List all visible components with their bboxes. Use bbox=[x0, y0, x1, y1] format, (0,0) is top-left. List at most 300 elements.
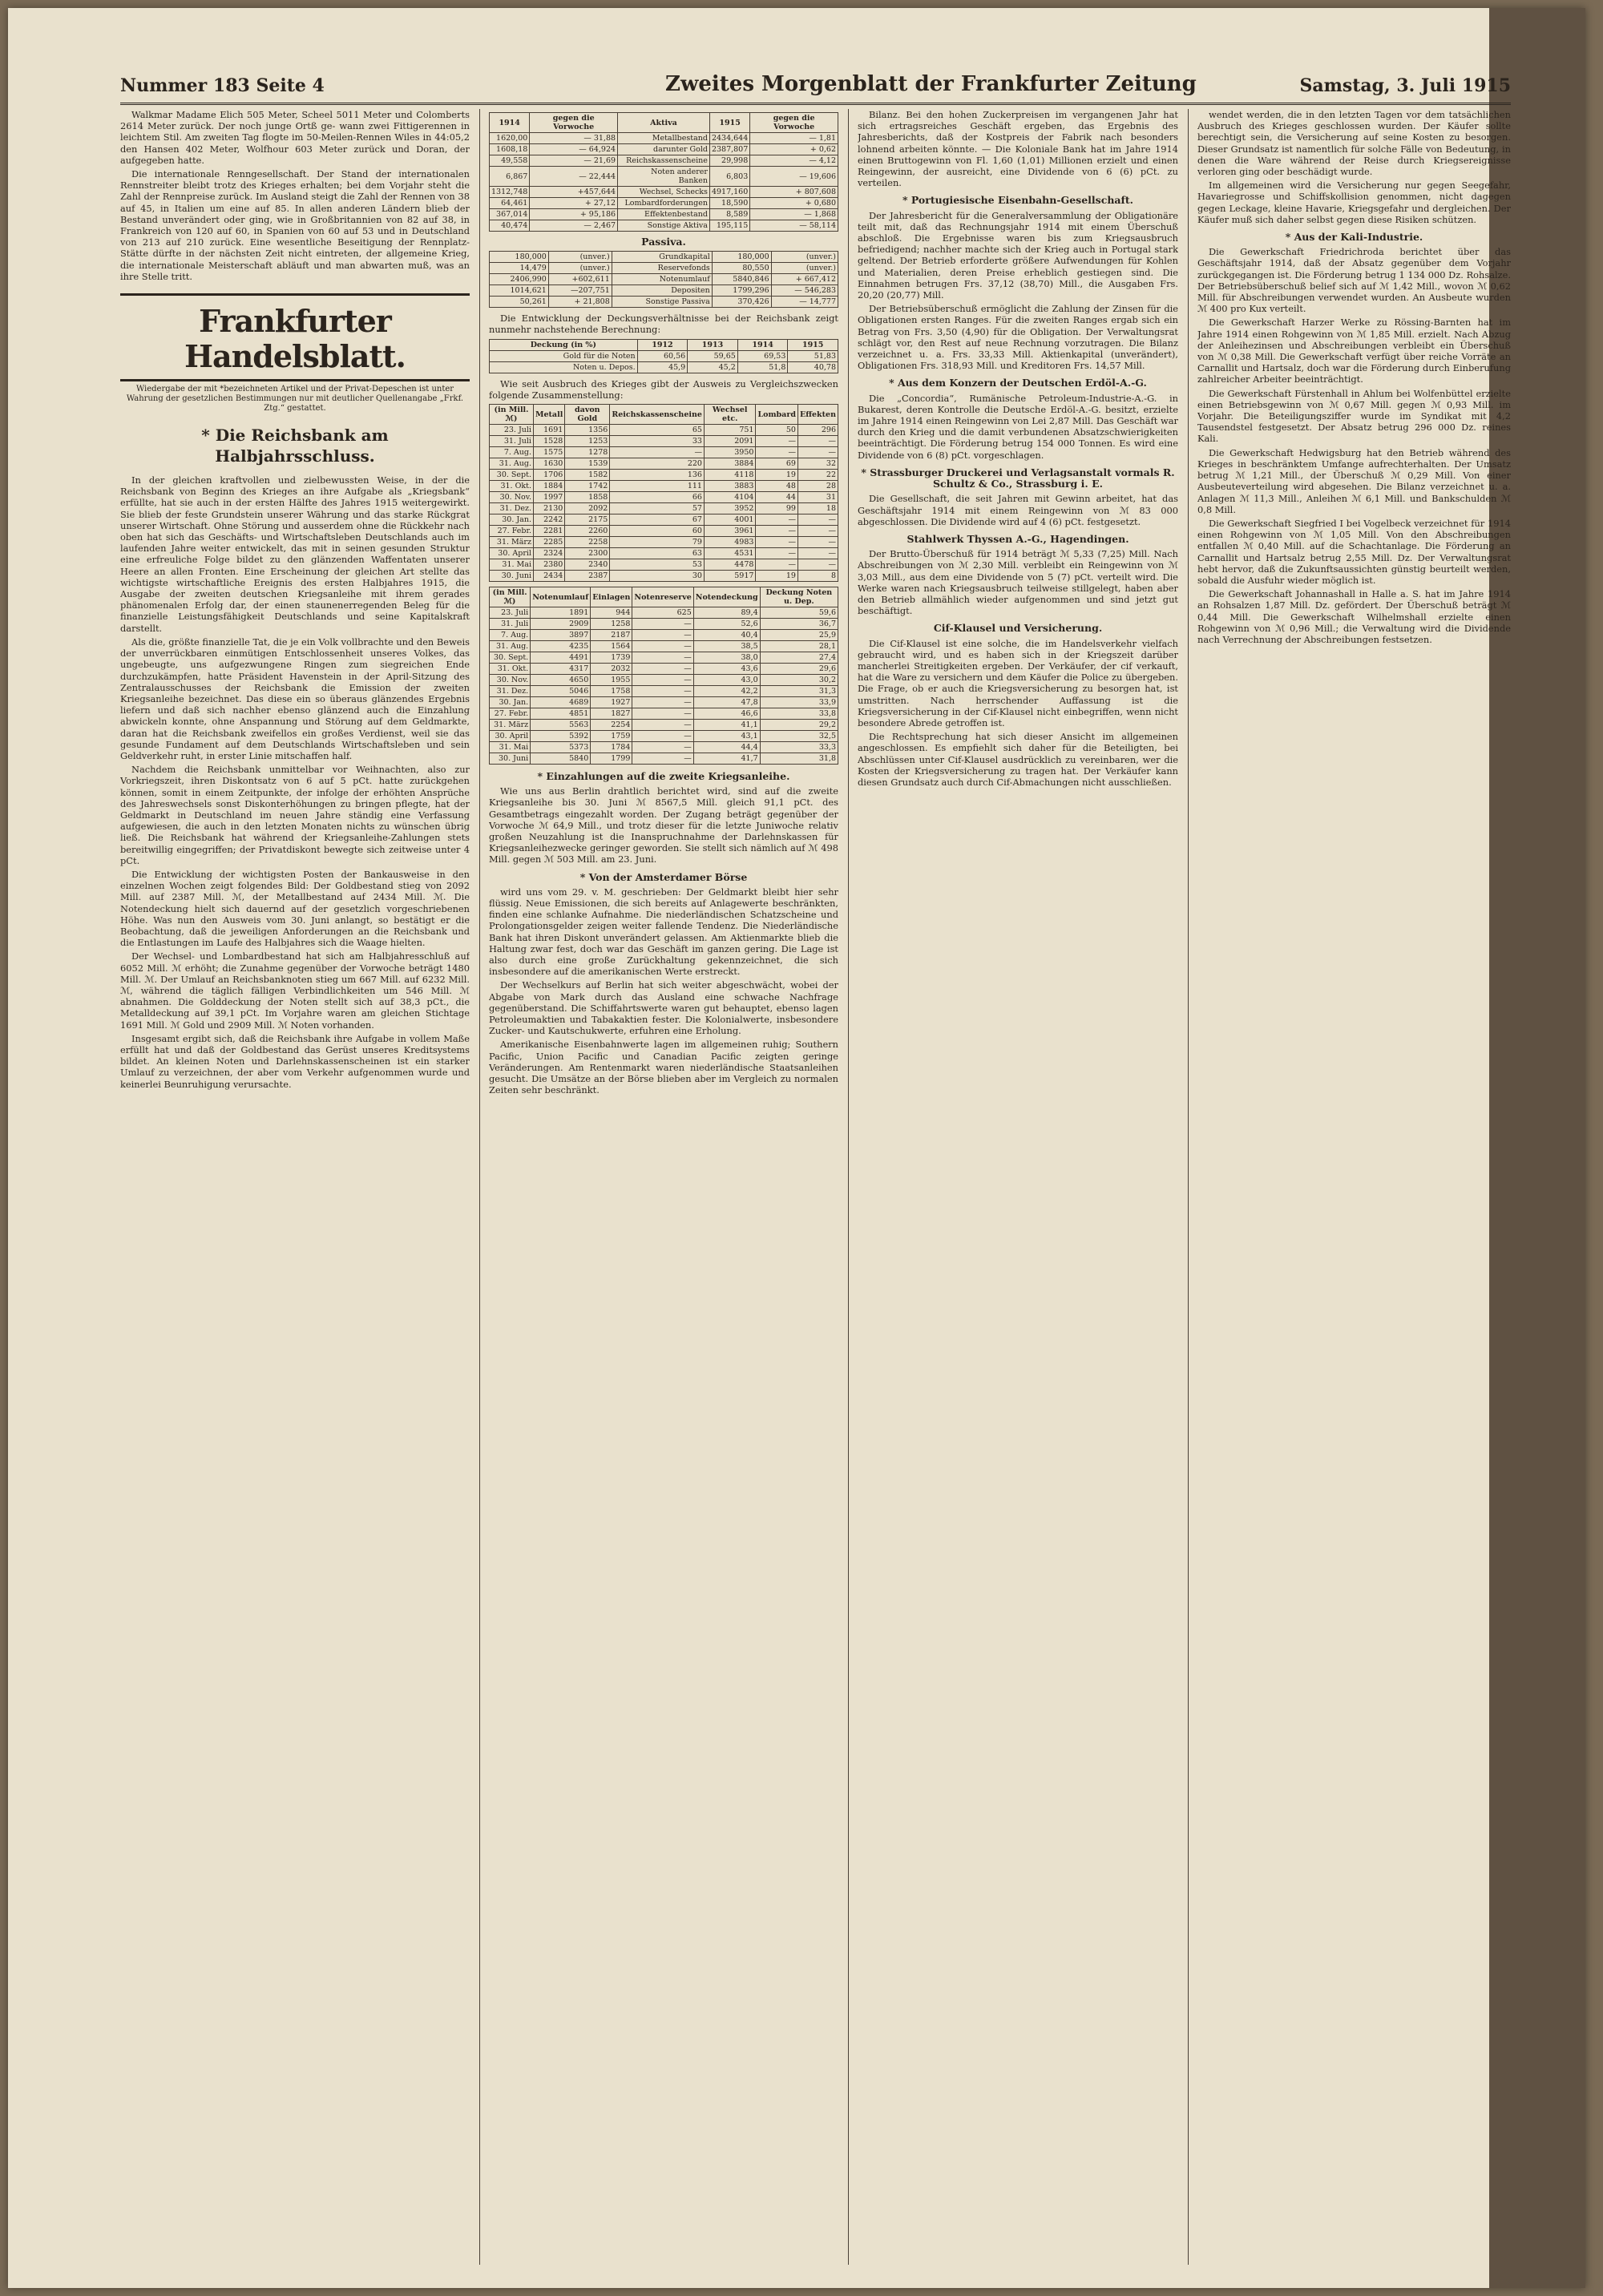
table-cell: 89,4 bbox=[693, 607, 760, 619]
table-row bbox=[490, 285, 838, 297]
table-cell: 25,9 bbox=[760, 630, 838, 641]
article-paragraph: Die Gesellschaft, die seit Jahren mit Gewinn arbeitet, hat das Geschäftsjahr 1914 mit einem Reingewinn von ℳ 83 000 abgeschlossen. Die Dividende wird auf 4 (6) pCt. festgesetzt. bbox=[858, 493, 1178, 527]
table-row bbox=[490, 350, 838, 361]
table-cell: 2387 bbox=[565, 571, 610, 582]
sports-paragraph: Walkmar Madame Elich 505 Meter, Scheel 5011 Meter und Colomberts 2614 Meter zurück. Der noch junge Ortß ge- wann zwei Fittigerennen in leichtem Stil. Am zweiten Tag flogte im 50-Meilen-Rennen Wiles in 44:05,2 den Hansen 402 Meter, Wolfhour 603 Meter zurück und Doran, der aufgegeben hatte. bbox=[120, 109, 470, 166]
table-cell: 1858 bbox=[565, 492, 610, 503]
table-header-cell: Deckung (in %) bbox=[490, 339, 638, 350]
table-cell: 32,5 bbox=[760, 731, 838, 742]
table-cell: 69,53 bbox=[737, 350, 788, 361]
table-cell: 30. Sept. bbox=[490, 470, 534, 481]
table-cell: 31. Juli bbox=[490, 436, 534, 447]
table-cell: + 0,62 bbox=[750, 144, 838, 155]
table-cell: 367,014 bbox=[490, 209, 530, 220]
table-cell: 4001 bbox=[704, 514, 756, 526]
table-cell: 69 bbox=[756, 458, 798, 470]
table-cell: Sonstige Passiva bbox=[612, 297, 712, 308]
article-paragraph: Der Brutto-Überschuß für 1914 beträgt ℳ 5,33 (7,25) Mill. Nach Abschreibungen von ℳ 2,30 Mill. verbleibt ein Reingewinn von ℳ 3,03 Mill., aus dem eine Dividende von 5 (7) pCt. verteilt wird. Die Werke waren nach Kriegsausbruch teilweise stillgelegt, haben aber den Betrieb allmählich wieder aufgenommen und sind jetzt gut beschäftigt. bbox=[858, 548, 1178, 617]
table-row bbox=[490, 607, 838, 619]
table-cell: — bbox=[756, 447, 798, 458]
table-cell: 3961 bbox=[704, 526, 756, 537]
table-cell: — bbox=[756, 548, 798, 559]
article-paragraph: Der Wechselkurs auf Berlin hat sich weiter abgeschwächt, wobei der Abgabe von Mark durch das Ausland eine schwache Nachfrage gegenüberstand. Die Schiffahrtswerte waren gut behauptet, ebenso lagen Petroleumaktien und Tabakaktien fester. Die Kolonialwerte, insbesondere Zucker- und Kautschukwerte, erfuhren eine Erholung. bbox=[489, 979, 838, 1037]
table-header-cell: (in Mill. ℳ) bbox=[490, 405, 534, 425]
passiva-heading: Passiva. bbox=[641, 236, 686, 248]
table-cell: 31. Mai bbox=[490, 559, 534, 571]
sports-paragraph: Die internationale Renngesellschaft. Der Stand der internationalen Rennstreiter bleibt trotz des Krieges erhalten; bei dem Vorjahr steht die Zahl der Rennpreise zurück. Im Ausland steigt die Zahl der Rennen von 38 auf 45, in Italien um eine auf 85. In allen anderen Ländern blieb der Bestand unverändert oder ging, wie in Großbritannien von 82 auf 38, in Frankreich von 120 auf 60, in Spanien von 60 auf 53 und in Deutschland von 213 auf 210 zurück. Eine wesentliche Beseitigung der Rennplatz-Stätte dürfte in der nächsten Zeit nicht eintreten, der allgemeine Krieg, die internationale Meisterschaft abläuft und man abwarten muß, was an ihre Stelle tritt. bbox=[120, 168, 470, 282]
table-cell: 31. Okt. bbox=[490, 481, 534, 492]
table-cell: 1799 bbox=[591, 753, 632, 765]
column-3 bbox=[858, 109, 1178, 2265]
table-cell: — bbox=[797, 526, 838, 537]
table-cell: 32 bbox=[797, 458, 838, 470]
table-row bbox=[490, 209, 838, 220]
table-row bbox=[490, 664, 838, 675]
table-cell: 5563 bbox=[531, 720, 591, 731]
table-cell: 29,998 bbox=[709, 155, 749, 167]
table-cell: 31 bbox=[797, 492, 838, 503]
table-cell: 48 bbox=[756, 481, 798, 492]
table-cell: 46,6 bbox=[693, 708, 760, 720]
table-cell: 45,9 bbox=[637, 361, 688, 373]
table-row bbox=[490, 133, 838, 144]
table-cell: 51,8 bbox=[737, 361, 788, 373]
table-header-cell: gegen die Vorwoche bbox=[530, 113, 618, 133]
table-row bbox=[490, 742, 838, 753]
table-cell: 80,550 bbox=[712, 263, 771, 274]
table-row bbox=[490, 447, 838, 458]
table-cell: 1278 bbox=[565, 447, 610, 458]
section-masthead: Frankfurter Handelsblatt. bbox=[120, 293, 470, 381]
table-cell: + 21,808 bbox=[548, 297, 612, 308]
article-paragraph: Die Gewerkschaft Friedrichroda berichtet über das Geschäftsjahr 1914, daß der Absatz gegenüber dem Vorjahr zurückgegangen ist. Die Förderung betrug 1 134 000 Dz. Rohsalze. Der Betriebsüberschuß belief sich auf ℳ 1,42 Mill., wovon ℳ 0,62 Mill. für Abschreibungen verwendet wurden. An Ausbeute wurden ℳ 400 pro Kux verteilt. bbox=[1197, 246, 1511, 315]
table-row bbox=[490, 619, 838, 630]
table-header-cell: 1915 bbox=[709, 113, 749, 133]
table-cell: 79 bbox=[610, 537, 705, 548]
table-cell: 2324 bbox=[533, 548, 564, 559]
table-cell: 4531 bbox=[704, 548, 756, 559]
table-cell: 2187 bbox=[591, 630, 632, 641]
table-row bbox=[490, 470, 838, 481]
table-cell: — 19,606 bbox=[750, 167, 838, 187]
table-cell: +602,611 bbox=[548, 274, 612, 285]
table-cell: 4917,160 bbox=[709, 187, 749, 198]
table-cell: 4118 bbox=[704, 470, 756, 481]
table-row bbox=[490, 526, 838, 537]
table-cell: 1742 bbox=[565, 481, 610, 492]
table-cell: 4650 bbox=[531, 675, 591, 686]
table-row bbox=[490, 559, 838, 571]
table-cell: 2434,644 bbox=[709, 133, 749, 144]
table-cell: — bbox=[632, 686, 693, 697]
table-cell: 180,000 bbox=[490, 252, 549, 263]
table-cell: 31. Dez. bbox=[490, 503, 534, 514]
table-cell: Gold für die Noten bbox=[490, 350, 638, 361]
table-header-cell: 1913 bbox=[688, 339, 738, 350]
table-row bbox=[490, 548, 838, 559]
table-row bbox=[490, 274, 838, 285]
table-cell: 28,1 bbox=[760, 641, 838, 652]
table-cell: 136 bbox=[610, 470, 705, 481]
table-header-cell: Effekten bbox=[797, 405, 838, 425]
table-cell: 2242 bbox=[533, 514, 564, 526]
table-cell: — bbox=[632, 753, 693, 765]
table-cell: 1356 bbox=[565, 425, 610, 436]
article-paragraph: Die Gewerkschaft Hedwigsburg hat den Betrieb während des Krieges in beschränktem Umfange aufrechterhalten. Der Umsatz betrug ℳ 1,21 Mill., der Überschuß ℳ 0,29 Mill. Von einer Ausbeuteverteilung wird abgesehen. Die Bilanz verzeichnet u. a. Anlagen ℳ 11,3 Mill., Anleihen ℳ 6,1 Mill. und Bankschulden ℳ 0,8 Mill. bbox=[1197, 446, 1511, 515]
table-cell: 3884 bbox=[704, 458, 756, 470]
article-headline: * Portugiesische Eisenbahn-Gesellschaft. bbox=[902, 194, 1134, 207]
table-cell: 14,479 bbox=[490, 263, 549, 274]
table-cell: + 667,412 bbox=[771, 274, 838, 285]
table-cell: 1620,00 bbox=[490, 133, 530, 144]
table-row bbox=[490, 641, 838, 652]
article-headline: * Aus der Kali-Industrie. bbox=[1285, 231, 1423, 244]
table-cell: 1955 bbox=[591, 675, 632, 686]
article-paragraph: Im allgemeinen wird die Versicherung nur gegen Seegefahr, Havariegrosse und Schiffskollision genommen, nicht dagegen gegen Leckage, kleine Havarie, Kriegsgefahr und dergleichen. Der Käufer muß sich daher selbst gegen diese Risiken schützen. bbox=[1197, 180, 1511, 225]
table-cell: 59,65 bbox=[688, 350, 738, 361]
table-cell: 1575 bbox=[533, 447, 564, 458]
table-cell: — bbox=[797, 548, 838, 559]
table-row bbox=[490, 537, 838, 548]
table-header-cell: Notenreserve bbox=[632, 587, 693, 607]
table-cell: 40,4 bbox=[693, 630, 760, 641]
table-cell: — bbox=[797, 436, 838, 447]
table-cell: 42,2 bbox=[693, 686, 760, 697]
table-cell: 944 bbox=[591, 607, 632, 619]
table-cell: 2092 bbox=[565, 503, 610, 514]
table-header-cell: (in Mill. ℳ) bbox=[490, 587, 531, 607]
table-cell: 30,2 bbox=[760, 675, 838, 686]
table-cell: 1014,621 bbox=[490, 285, 549, 297]
table-cell: 31. Mai bbox=[490, 742, 531, 753]
table-cell: 38,0 bbox=[693, 652, 760, 664]
table-row bbox=[490, 753, 838, 765]
article-paragraph: Die Cif-Klausel ist eine solche, die im Handelsverkehr vielfach gebraucht wird, und es haben sich in der Kriegszeit darüber mancherlei Streitigkeiten ergeben. Der Verkäufer, der cif verkauft, hat die Ware zu versichern und dem Käufer die Police zu übergeben. Die Frage, ob er auch die Kriegsversicherung zu besorgen hat, ist umstritten. Nach herrschender Auffassung ist die Kriegsversicherung in der Cif-Klausel nicht einbegriffen, wenn nicht besondere Abrede getroffen ist. bbox=[858, 637, 1178, 728]
table-cell: 195,115 bbox=[709, 220, 749, 232]
table-cell: 31. März bbox=[490, 537, 534, 548]
table-cell: 40,78 bbox=[788, 361, 838, 373]
article-paragraph: Der Betriebsüberschuß ermöglicht die Zahlung der Zinsen für die Obligationen ersten Ranges. Für die zweiten Ranges ergab sich ein Betrag von Frs. 3,50 (4,90) für die Obligation. Der Verwaltungsrat schlägt vor, den Rest auf neue Rechnung vorzutragen. Die Bilanz verzeichnet u. a. Frs. 33,33 Mill. Aktienkapital (unverändert), Obligationen Frs. 318,93 Mill. und Kreditoren Frs. 14,57 Mill. bbox=[858, 303, 1178, 372]
table-cell: — 64,924 bbox=[530, 144, 618, 155]
table-cell: — 14,777 bbox=[771, 297, 838, 308]
article-paragraph: Der Jahresbericht für die Generalversammlung der Obligationäre teilt mit, daß das Rechnungsjahr 1914 mit einem Überschuß abschloß. Die Ergebnisse waren bis zum Kriegsausbruch befriedigend; nachher machte sich der Krieg auch in Portugal stark geltend. Der Betrieb erforderte größere Aufwendungen für Kohlen und Materialien, deren Preise erheblich gestiegen sind. Die Einnahmen betrugen Frs. 37,12 (38,70) Mill., die Ausgaben Frs. 20,20 (20,77) Mill. bbox=[858, 209, 1178, 301]
table-header-cell: 1914 bbox=[737, 339, 788, 350]
table-row bbox=[490, 144, 838, 155]
note-circulation-table bbox=[489, 587, 838, 765]
table-row bbox=[490, 361, 838, 373]
table-cell: 3952 bbox=[704, 503, 756, 514]
table-row bbox=[490, 297, 838, 308]
article-paragraph: Die Entwicklung der Deckungsverhältnisse bei der Reichsbank zeigt nunmehr nachstehende Berechnung: bbox=[489, 313, 838, 336]
table-cell: 36,7 bbox=[760, 619, 838, 630]
article-paragraph: Die Gewerkschaft Fürstenhall in Ahlum bei Wolfenbüttel erzielte einen Betriebsgewinn von ℳ 0,67 Mill. gegen ℳ 0,93 Mill. im Vorjahr. Die Beteiligungsziffer wurde im Syndikat mit 4,2 Tausendstel festgesetzt. Der Absatz betrug 296 000 Dz. reines Kali. bbox=[1197, 387, 1511, 445]
table-header-cell: 1915 bbox=[788, 339, 838, 350]
table-cell: 1927 bbox=[591, 697, 632, 708]
table-cell: — 21,69 bbox=[530, 155, 618, 167]
table-cell: 60 bbox=[610, 526, 705, 537]
article-paragraph: Insgesamt ergibt sich, daß die Reichsbank ihre Aufgabe in vollem Maße erfüllt hat und daß der Goldbestand das Gerüst unseres Kreditsystems bildet. An kleinen Noten und Darlehnskassenscheinen ist ein starker Umlauf zu verzeichnen, der aber vom Verkehr aufgenommen wurde und keinerlei Beunruhigung verursachte. bbox=[120, 1032, 470, 1090]
table-cell: 27,4 bbox=[760, 652, 838, 664]
table-cell: Grundkapital bbox=[612, 252, 712, 263]
table-cell: + 0,680 bbox=[750, 198, 838, 209]
table-row bbox=[490, 198, 838, 209]
table-header-cell: Einlagen bbox=[591, 587, 632, 607]
table-row bbox=[490, 652, 838, 664]
table-row bbox=[490, 167, 838, 187]
table-cell: 625 bbox=[632, 607, 693, 619]
article-paragraph: Die Entwicklung der wichtigsten Posten der Bankausweise in den einzelnen Wochen zeigt folgendes Bild: Der Goldbestand stieg von 2092 Mill. auf 2387 Mill. ℳ, der Metallbestand auf 2434 Mill. ℳ. Die Notendeckung hielt sich dauernd auf der gesetzlich vorgeschriebenen Höhe. Was nun den Ausweis vom 30. Juni anlangt, so bestätigt er die Beobachtung, daß die jeweiligen Anforderungen an die Reichsbank und die Entlastungen im Laufe des Halbjahres sich die Waage hielten. bbox=[120, 868, 470, 949]
table-cell: 64,461 bbox=[490, 198, 530, 209]
table-row bbox=[490, 697, 838, 708]
table-cell: 44,4 bbox=[693, 742, 760, 753]
table-cell: 1827 bbox=[591, 708, 632, 720]
table-cell: Metallbestand bbox=[618, 133, 710, 144]
page-header bbox=[120, 71, 1511, 105]
table-cell: 27. Febr. bbox=[490, 526, 534, 537]
table-cell: 180,000 bbox=[712, 252, 771, 263]
table-cell: 1630 bbox=[533, 458, 564, 470]
table-cell: 2340 bbox=[565, 559, 610, 571]
table-cell: 6,803 bbox=[709, 167, 749, 187]
table-cell: — bbox=[632, 619, 693, 630]
table-cell: 50,261 bbox=[490, 297, 549, 308]
table-cell: 30. Jan. bbox=[490, 697, 531, 708]
table-cell: Noten u. Depos. bbox=[490, 361, 638, 373]
table-header-cell: davon Gold bbox=[565, 405, 610, 425]
table-cell: (unver.) bbox=[548, 263, 612, 274]
table-cell: Lombardforderungen bbox=[618, 198, 710, 209]
issue-number: Nummer 183 Seite 4 bbox=[120, 75, 325, 96]
table-cell: 5917 bbox=[704, 571, 756, 582]
table-cell: 30. Nov. bbox=[490, 675, 531, 686]
table-cell: 2032 bbox=[591, 664, 632, 675]
table-cell: 18,590 bbox=[709, 198, 749, 209]
article-headline: * Aus dem Konzern der Deutschen Erdöl-A.-G. bbox=[889, 377, 1147, 389]
table-cell: 1539 bbox=[565, 458, 610, 470]
table-cell: darunter Gold bbox=[618, 144, 710, 155]
table-cell: 1759 bbox=[591, 731, 632, 742]
table-row bbox=[490, 458, 838, 470]
table-cell: (unver.) bbox=[548, 252, 612, 263]
table-cell: — bbox=[797, 559, 838, 571]
weekly-comparison-table bbox=[489, 404, 838, 582]
table-cell: 41,7 bbox=[693, 753, 760, 765]
table-cell: 1564 bbox=[591, 641, 632, 652]
table-cell: 49,558 bbox=[490, 155, 530, 167]
table-cell: 65 bbox=[610, 425, 705, 436]
table-cell: — bbox=[756, 559, 798, 571]
table-cell: — bbox=[632, 652, 693, 664]
table-cell: 2300 bbox=[565, 548, 610, 559]
table-cell: 31. März bbox=[490, 720, 531, 731]
table-cell: 43,6 bbox=[693, 664, 760, 675]
table-cell: 33 bbox=[610, 436, 705, 447]
table-cell: 19 bbox=[756, 470, 798, 481]
table-cell: 296 bbox=[797, 425, 838, 436]
issue-date: Samstag, 3. Juli 1915 bbox=[1299, 75, 1511, 96]
table-header-cell: Reichskassenscheine bbox=[610, 405, 705, 425]
table-cell: Wechsel, Schecks bbox=[618, 187, 710, 198]
article-paragraph: Der Wechsel- und Lombardbestand hat sich am Halbjahresschluß auf 6052 Mill. ℳ erhöht; die Zunahme gegenüber der Vorwoche beträgt 1480 Mill. ℳ. Der Umlauf an Reichsbanknoten stieg um 667 Mill. auf 6232 Mill. ℳ, während die täglich fälligen Verbindlichkeiten um 546 Mill. ℳ abnahmen. Die Golddeckung der Noten stellt sich auf 38,3 pCt., die Metalldeckung auf 39,1 pCt. Im Vorjahre waren am gleichen Stichtage 1691 Mill. ℳ Gold und 2909 Mill. ℳ Noten vorhanden. bbox=[120, 950, 470, 1031]
table-cell: 31,8 bbox=[760, 753, 838, 765]
table-cell: 4491 bbox=[531, 652, 591, 664]
table-cell: 31. Aug. bbox=[490, 641, 531, 652]
table-cell: + 95,186 bbox=[530, 209, 618, 220]
article-paragraph: Bilanz. Bei den hohen Zuckerpreisen im vergangenen Jahr hat sich ertragsreiches Geschäft ergeben, das Ergebnis des Jahresberichts, daß der Kostpreis der Fabrik nach besonders lohnend arbeiten könnte. — Die Koloniale Bank hat im Jahre 1914 einen Bruttogewinn von Fl. 1,60 (1,01) Millionen erzielt und einen Reingewinn, der ausreicht, eine Dividende von 6 (6) pCt. zu verteilen. bbox=[858, 109, 1178, 189]
article-paragraph: Amerikanische Eisenbahnwerte lagen im allgemeinen ruhig; Southern Pacific, Union Pacific und Canadian Pacific zeigten geringe Veränderungen. Am Rentenmarkt waren niederländische Staatsanleihen gesucht. Die Umsätze an der Börse blieben aber im Vergleich zu normalen Zeiten sehr beschränkt. bbox=[489, 1039, 838, 1096]
table-cell: — 4,12 bbox=[750, 155, 838, 167]
article-paragraph: Als die, größte finanzielle Tat, die je ein Volk vollbrachte und den Beweis der unverrückbaren einmütigen Entschlossenheit unseres Volkes, das ungebeugte, uns aufgezwungene Ringen zum siegreichen Ende durchzukämpfen, hatte Präsident Havenstein in der April-Sitzung des Zentralausschusses der Reichsbank die Emission der zweiten Kriegsanleihe bezeichnet. Das diese ein so überaus glänzendes Ergebnis liefern und daß sich nachher ebenso glänzend auch die Einzahlung abwickeln konnte, ohne Anspannung und Störung auf dem Geldmarkte, daran hat die Reichsbank zweifellos ein großes Verdienst, weil sie das gesunde Fundament auf dem Deutschlands Wirtschaftsleben und sein Geldverkehr ruht, in erster Linie mitschaffen half. bbox=[120, 636, 470, 761]
table-cell: — bbox=[632, 630, 693, 641]
table-header-cell: gegen die Vorwoche bbox=[750, 113, 838, 133]
table-cell: 1891 bbox=[531, 607, 591, 619]
table-cell: 67 bbox=[610, 514, 705, 526]
table-cell: + 27,12 bbox=[530, 198, 618, 209]
table-cell: 2254 bbox=[591, 720, 632, 731]
table-cell: 1582 bbox=[565, 470, 610, 481]
table-cell: 30. Juni bbox=[490, 753, 531, 765]
table-cell: 3950 bbox=[704, 447, 756, 458]
table-cell: — bbox=[797, 447, 838, 458]
table-cell: 2434 bbox=[533, 571, 564, 582]
article-paragraph: Die Gewerkschaft Johannashall in Halle a. S. hat im Jahre 1914 an Rohsalzen 1,87 Mill. Dz. gefördert. Der Überschuß beträgt ℳ 0,44 Mill. Die Gewerkschaft Wilhelmshall erzielte einen Rohgewinn von ℳ 0,96 Mill.; die Verwaltung wird die Dividende nach Verrechnung der Abschreibungen festsetzen. bbox=[1197, 588, 1511, 645]
table-cell: 43,0 bbox=[693, 675, 760, 686]
table-row bbox=[490, 675, 838, 686]
table-cell: 23. Juli bbox=[490, 425, 534, 436]
table-cell: 4983 bbox=[704, 537, 756, 548]
table-cell: 2909 bbox=[531, 619, 591, 630]
article-paragraph: Die Gewerkschaft Siegfried I bei Vogelbeck verzeichnet für 1914 einen Rohgewinn von ℳ 1,05 Mill. Von den Abschreibungen entfallen ℳ 0,40 Mill. auf die Schachtanlage. Die Förderung an Carnallit und Hartsalz betrug 2,55 Mill. Dz. Der Verwaltungsrat hebt hervor, daß die Zukunftsaussichten günstig beurteilt werden, sobald die Ausfuhr wieder möglich ist. bbox=[1197, 517, 1511, 586]
table-cell: —207,751 bbox=[548, 285, 612, 297]
table-cell: 1706 bbox=[533, 470, 564, 481]
table-cell: 30. Juni bbox=[490, 571, 534, 582]
table-cell: 99 bbox=[756, 503, 798, 514]
table-cell: 1799,296 bbox=[712, 285, 771, 297]
table-cell: — 22,444 bbox=[530, 167, 618, 187]
table-cell: 5392 bbox=[531, 731, 591, 742]
table-cell: — bbox=[632, 720, 693, 731]
table-cell: 1253 bbox=[565, 436, 610, 447]
table-cell: (unver.) bbox=[771, 252, 838, 263]
table-row bbox=[490, 425, 838, 436]
table-cell: 31,3 bbox=[760, 686, 838, 697]
table-row bbox=[490, 155, 838, 167]
table-row bbox=[490, 481, 838, 492]
table-cell: 19 bbox=[756, 571, 798, 582]
table-cell: 33,3 bbox=[760, 742, 838, 753]
table-header-cell: Wechsel etc. bbox=[704, 405, 756, 425]
column-2 bbox=[489, 109, 838, 2265]
table-cell: 8,589 bbox=[709, 209, 749, 220]
table-row bbox=[490, 187, 838, 198]
table-cell: Reichskassenscheine bbox=[618, 155, 710, 167]
table-cell: 30. Jan. bbox=[490, 514, 534, 526]
article-paragraph: Die „Concordia“, Rumänische Petroleum-Industrie-A.-G. in Bukarest, deren Kontrolle die Deutsche Erdöl-A.-G. besitzt, erzielte im Jahre 1914 einen Reingewinn von Lei 2,87 Mill. Das Geschäft war durch den Krieg und die damit verbundenen Absatzschwierigkeiten beeinträchtigt. Die Förderung betrug 154 000 Tonnen. Es wird eine Dividende von 6 (8) pCt. vorgeschlagen. bbox=[858, 392, 1178, 461]
table-cell: 31. Aug. bbox=[490, 458, 534, 470]
table-cell: — 546,283 bbox=[771, 285, 838, 297]
article-headline: Stahlwerk Thyssen A.-G., Hagendingen. bbox=[906, 532, 1129, 545]
column-rule bbox=[848, 109, 849, 2265]
table-cell: 4317 bbox=[531, 664, 591, 675]
table-cell: — bbox=[797, 537, 838, 548]
article-headline: * Einzahlungen auf die zweite Kriegsanleihe. bbox=[537, 770, 790, 783]
table-cell: 63 bbox=[610, 548, 705, 559]
table-cell: 220 bbox=[610, 458, 705, 470]
article-paragraph: In der gleichen kraftvollen und zielbewussten Weise, in der die Reichsbank von Beginn des Krieges an ihre Aufgabe als „Kriegsbank“ erfüllte, hat sie auch in der ersten Hälfte des Jahres 1915 weitergewirkt. Sie blieb der feste Grundstein unserer Währung und das starke Rückgrat unserer Wirtschaft. Ohne Störung und ausserdem ohne die Rückkehr nach oben hat sich das Geschäfts- und Wirtschaftsleben Deutschlands auch im laufenden Jahre weiter entwickelt, das mit in seinen gesunden Struktur eine erfreuliche Folge bildet zu den glänzenden Waffentaten unserer Heere an allen Fronten. Eine Erscheinung der gleichen Art stellte das wichtigste wirtschaftliche Ereignis des ersten Halbjahres 1915, die Ausgabe der zweiten deutschen Kriegsanleihe mit ihrem gerades phänomenalen Erfolg dar, der einen staunenerregenden Beleg für die finanzielle Leistungsfähigkeit Deutschlands und seine Kapitalskraft darstellt. bbox=[120, 474, 470, 634]
table-cell: 111 bbox=[610, 481, 705, 492]
table-cell: — bbox=[756, 436, 798, 447]
table-cell: 45,2 bbox=[688, 361, 738, 373]
article-paragraph: Nachdem die Reichsbank unmittelbar vor Weihnachten, also zur Vorkriegszeit, ihren Diskontsatz von 6 auf 5 pCt. hatte zurückgehen können, somit in einem Zeitpunkte, der infolge der erhöhten Ansprüche des Jahreswechsels sonst Diskonterhöhungen zu bringen pflegte, hat der Geldmarkt in Deutschland im neuen Jahre ständig eine Verfassung aufgewiesen, die auch in den letzten Monaten nichts zu wünschen übrig ließ. Die Reichsbank hat während der Kriegsanleihe-Zahlungen stets bereitwillig eingegriffen; der Privatdiskont bewegte sich zeitweise unter 4 pCt. bbox=[120, 764, 470, 866]
table-cell: 1997 bbox=[533, 492, 564, 503]
table-cell: 2175 bbox=[565, 514, 610, 526]
table-cell: — 2,467 bbox=[530, 220, 618, 232]
table-cell: 370,426 bbox=[712, 297, 771, 308]
article-paragraph: Die Rechtsprechung hat sich dieser Ansicht im allgemeinen angeschlossen. Es empfiehlt sich daher für die Beteiligten, bei Abschlüssen unter Cif-Klausel ausdrücklich zu vereinbaren, wer die Kosten der Kriegsversicherung zu tragen hat. Der Verkäufer kann diesen Grundsatz auch durch Cif-Abmachungen nicht ausschließen. bbox=[858, 731, 1178, 788]
table-cell: 1739 bbox=[591, 652, 632, 664]
table-cell: 1884 bbox=[533, 481, 564, 492]
table-cell: — bbox=[632, 708, 693, 720]
table-cell: — bbox=[632, 731, 693, 742]
table-cell: 30. April bbox=[490, 731, 531, 742]
table-cell: — bbox=[632, 664, 693, 675]
table-header-cell: Aktiva bbox=[618, 113, 710, 133]
table-row bbox=[490, 571, 838, 582]
table-cell: 60,56 bbox=[637, 350, 688, 361]
table-cell: 4104 bbox=[704, 492, 756, 503]
newspaper-title: Zweites Morgenblatt der Frankfurter Zeitung bbox=[665, 72, 1197, 96]
table-cell: 2258 bbox=[565, 537, 610, 548]
table-cell: — bbox=[756, 526, 798, 537]
table-cell: 30. Sept. bbox=[490, 652, 531, 664]
table-row bbox=[490, 708, 838, 720]
article-paragraph: Wie seit Ausbruch des Krieges gibt der Ausweis zu Vergleichszwecken folgende Zusammenstellung: bbox=[489, 377, 838, 401]
table-cell: 7. Aug. bbox=[490, 447, 534, 458]
table-cell: 3883 bbox=[704, 481, 756, 492]
table-cell: 2406,990 bbox=[490, 274, 549, 285]
table-cell: +457,644 bbox=[530, 187, 618, 198]
table-cell: 4478 bbox=[704, 559, 756, 571]
table-cell: — bbox=[610, 447, 705, 458]
table-cell: 59,6 bbox=[760, 607, 838, 619]
table-header-cell: Deckung Noten u. Dep. bbox=[760, 587, 838, 607]
table-cell: 43,1 bbox=[693, 731, 760, 742]
table-cell: 47,8 bbox=[693, 697, 760, 708]
table-cell: 50 bbox=[756, 425, 798, 436]
table-cell: Effektenbestand bbox=[618, 209, 710, 220]
table-cell: — bbox=[632, 675, 693, 686]
table-cell: 8 bbox=[797, 571, 838, 582]
table-cell: — bbox=[756, 537, 798, 548]
newspaper-page bbox=[8, 8, 1585, 2288]
table-cell: Sonstige Aktiva bbox=[618, 220, 710, 232]
table-cell: 31. Dez. bbox=[490, 686, 531, 697]
table-header-cell: Lombard bbox=[756, 405, 798, 425]
table-cell: 3897 bbox=[531, 630, 591, 641]
table-row bbox=[490, 720, 838, 731]
table-cell: 5373 bbox=[531, 742, 591, 753]
table-cell: 33,9 bbox=[760, 697, 838, 708]
table-cell: 6,867 bbox=[490, 167, 530, 187]
table-cell: 57 bbox=[610, 503, 705, 514]
table-cell: (unver.) bbox=[771, 263, 838, 274]
table-cell: 33,8 bbox=[760, 708, 838, 720]
table-cell: 1312,748 bbox=[490, 187, 530, 198]
table-row bbox=[490, 630, 838, 641]
table-cell: 52,6 bbox=[693, 619, 760, 630]
table-cell: 1528 bbox=[533, 436, 564, 447]
table-cell: — bbox=[797, 514, 838, 526]
